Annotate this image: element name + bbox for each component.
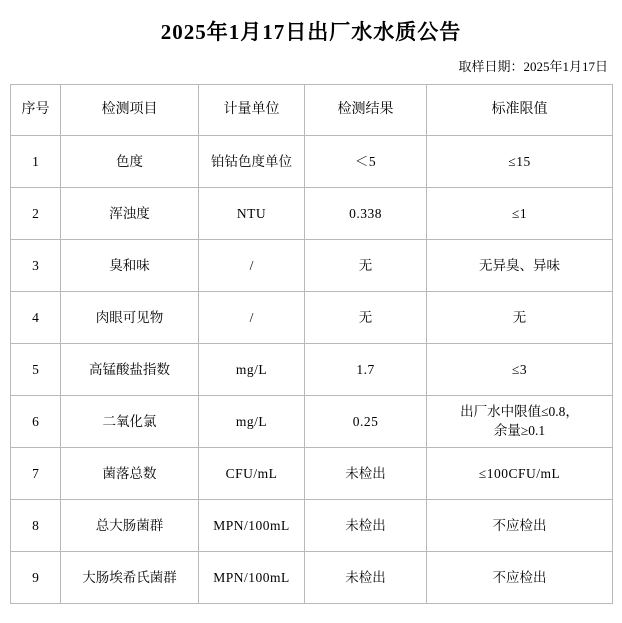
cell-result: ＜5 [305, 136, 427, 188]
cell-item: 菌落总数 [61, 448, 199, 500]
cell-index: 9 [11, 552, 61, 604]
cell-standard: ≤1 [427, 188, 613, 240]
table-header-row [11, 85, 613, 136]
cell-unit: CFU/mL [199, 448, 305, 500]
cell-unit: / [199, 292, 305, 344]
cell-standard-line2: 余量≥0.1 [493, 422, 546, 438]
column-header-unit: 计量单位 [199, 85, 305, 136]
table-row [11, 448, 613, 500]
cell-unit: NTU [199, 188, 305, 240]
table-row [11, 344, 613, 396]
cell-standard: 无 [427, 292, 613, 344]
cell-result: 无 [305, 240, 427, 292]
cell-item: 色度 [61, 136, 199, 188]
cell-standard: 不应检出 [427, 500, 613, 552]
table-row [11, 188, 613, 240]
cell-item: 浑浊度 [61, 188, 199, 240]
cell-unit: mg/L [199, 396, 305, 448]
table-row [11, 552, 613, 604]
cell-index: 4 [11, 292, 61, 344]
cell-standard: ≤3 [427, 344, 613, 396]
cell-item: 总大肠菌群 [61, 500, 199, 552]
table-row [11, 396, 613, 448]
column-header-index: 序号 [11, 85, 61, 136]
table-row [11, 500, 613, 552]
cell-index: 3 [11, 240, 61, 292]
table-row [11, 136, 613, 188]
cell-unit: MPN/100mL [199, 552, 305, 604]
cell-item: 大肠埃希氏菌群 [61, 552, 199, 604]
cell-item: 高锰酸盐指数 [61, 344, 199, 396]
sampling-date: 取样日期：2025年1月17日 [458, 59, 608, 74]
cell-standard: 不应检出 [427, 552, 613, 604]
cell-index: 2 [11, 188, 61, 240]
cell-unit: 铂钴色度单位 [199, 136, 305, 188]
cell-index: 5 [11, 344, 61, 396]
page-title: 2025年1月17日出厂水水质公告 [160, 20, 462, 44]
document-page [0, 16, 622, 623]
table-row [11, 292, 613, 344]
cell-result: 未检出 [305, 552, 427, 604]
cell-index: 8 [11, 500, 61, 552]
cell-result: 未检出 [305, 448, 427, 500]
cell-standard: ≤15 [427, 136, 613, 188]
cell-index: 7 [11, 448, 61, 500]
cell-standard [427, 396, 613, 448]
cell-unit: / [199, 240, 305, 292]
cell-index: 1 [11, 136, 61, 188]
table-row [11, 240, 613, 292]
cell-item: 二氧化氯 [61, 396, 199, 448]
cell-standard-line1: 出厂水中限值≤0.8， [460, 403, 579, 419]
cell-index: 6 [11, 396, 61, 448]
cell-result: 0.25 [305, 396, 427, 448]
column-header-result: 检测结果 [305, 85, 427, 136]
cell-unit: MPN/100mL [199, 500, 305, 552]
water-quality-table [10, 84, 613, 604]
column-header-item: 检测项目 [61, 85, 199, 136]
cell-standard: ≤100CFU/mL [427, 448, 613, 500]
column-header-standard: 标准限值 [427, 85, 613, 136]
cell-unit: mg/L [199, 344, 305, 396]
cell-standard: 无异臭、异味 [427, 240, 613, 292]
cell-item: 肉眼可见物 [61, 292, 199, 344]
cell-result: 未检出 [305, 500, 427, 552]
cell-item: 臭和味 [61, 240, 199, 292]
cell-result: 无 [305, 292, 427, 344]
cell-result: 1.7 [305, 344, 427, 396]
cell-result: 0.338 [305, 188, 427, 240]
